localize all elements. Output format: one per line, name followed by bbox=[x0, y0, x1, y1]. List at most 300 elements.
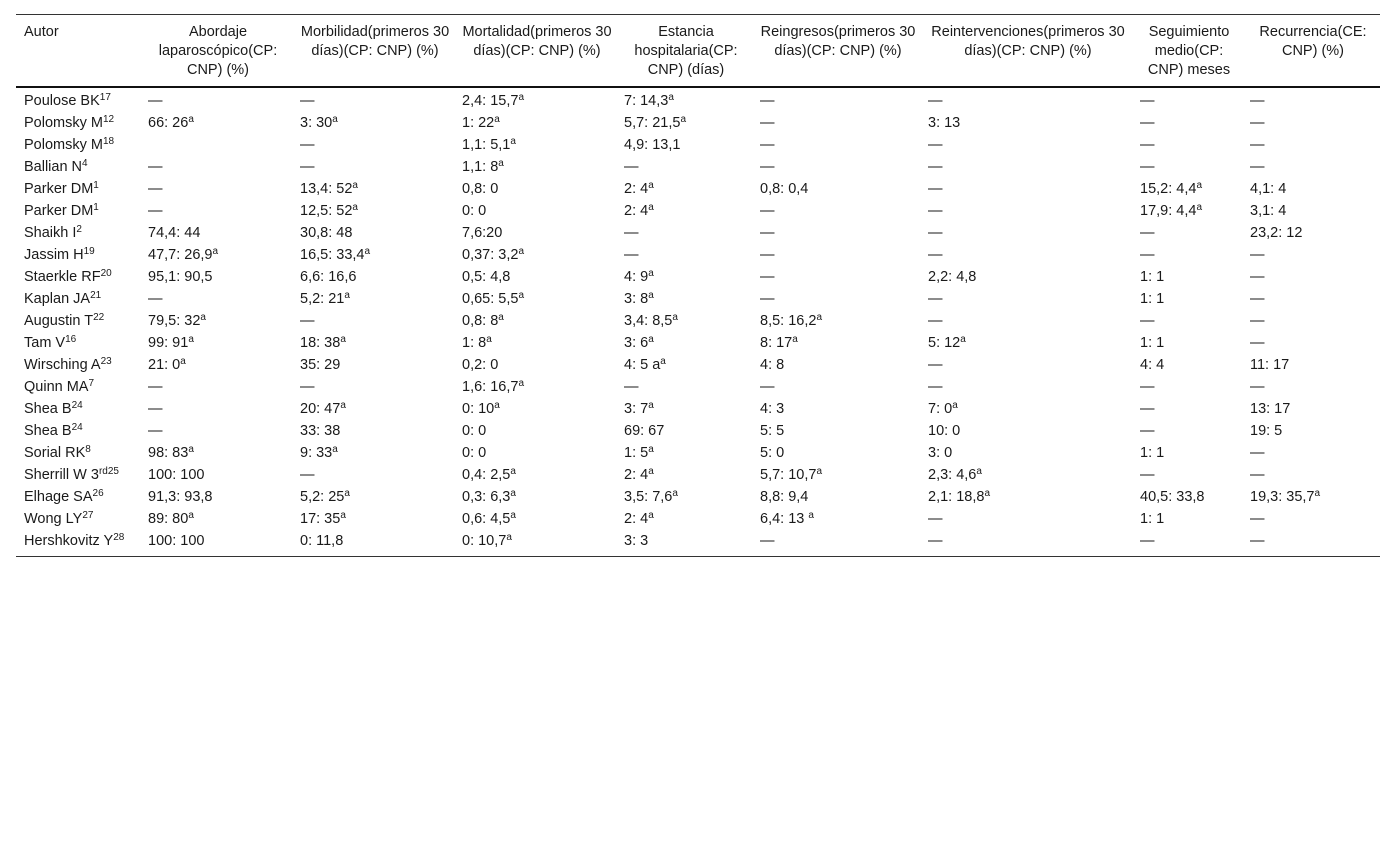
data-cell bbox=[292, 398, 454, 420]
reference-superscript: 8 bbox=[85, 444, 91, 455]
cell-text: — bbox=[760, 159, 775, 175]
cell-text: 3: 3 bbox=[624, 533, 649, 549]
data-cell bbox=[616, 134, 752, 156]
data-cell bbox=[1242, 266, 1380, 288]
cell-text: 0: 10 bbox=[462, 401, 495, 417]
cell-text: 13,4: 52 bbox=[300, 181, 353, 197]
data-cell bbox=[140, 508, 292, 530]
data-cell bbox=[1242, 310, 1380, 332]
cell-text: — bbox=[760, 225, 775, 241]
data-cell bbox=[454, 376, 616, 398]
cell-text: 17,9: 4,4 bbox=[1140, 203, 1197, 219]
data-cell bbox=[920, 87, 1132, 112]
data-cell bbox=[752, 486, 920, 508]
cell-text: — bbox=[148, 401, 163, 417]
data-cell bbox=[454, 420, 616, 442]
footnote-superscript: a bbox=[364, 246, 371, 257]
header-abordaje: Abordaje laparoscópico(CP: CNP) (%) bbox=[158, 24, 278, 78]
table-container bbox=[16, 14, 1380, 557]
table-row bbox=[16, 464, 1380, 486]
cell-text: 2,3: 4,6 bbox=[928, 467, 977, 483]
cell-text: 1: 1 bbox=[1140, 335, 1165, 351]
author-cell bbox=[16, 530, 140, 557]
cell-text: 0: 0 bbox=[462, 203, 487, 219]
author-cell bbox=[16, 486, 140, 508]
data-cell bbox=[454, 464, 616, 486]
cell-text: — bbox=[624, 379, 639, 395]
data-cell bbox=[1242, 134, 1380, 156]
table-row bbox=[16, 398, 1380, 420]
author-cell bbox=[16, 376, 140, 398]
cell-text: 3: 13 bbox=[928, 115, 961, 131]
footnote-superscript: a bbox=[188, 114, 194, 125]
data-cell bbox=[752, 508, 920, 530]
footnote-superscript: a bbox=[188, 334, 194, 345]
cell-text: — bbox=[1250, 269, 1265, 285]
author-cell bbox=[16, 200, 140, 222]
data-cell bbox=[1242, 222, 1380, 244]
data-cell bbox=[454, 266, 616, 288]
header-morbilidad: Morbilidad(primeros 30 días)(CP: CNP) (%) bbox=[300, 24, 450, 59]
cell-text: — bbox=[1140, 423, 1155, 439]
cell-text: — bbox=[928, 357, 943, 373]
cell-text: Wirsching A bbox=[24, 357, 101, 373]
data-cell bbox=[140, 442, 292, 464]
reference-superscript: 22 bbox=[93, 312, 105, 323]
data-cell bbox=[920, 178, 1132, 200]
data-cell bbox=[292, 486, 454, 508]
footnote-superscript: a bbox=[648, 334, 654, 345]
data-cell bbox=[616, 288, 752, 310]
data-cell bbox=[920, 310, 1132, 332]
data-cell bbox=[920, 156, 1132, 178]
table-row bbox=[16, 87, 1380, 112]
cell-text: 0,4: 2,5 bbox=[462, 467, 511, 483]
cell-text: — bbox=[760, 533, 775, 549]
cell-text: 79,5: 32 bbox=[148, 313, 201, 329]
cell-text: 3,1: 4 bbox=[1250, 203, 1287, 219]
cell-text: 5: 12 bbox=[928, 335, 961, 351]
data-cell bbox=[1242, 87, 1380, 112]
data-cell bbox=[140, 288, 292, 310]
footnote-superscript: a bbox=[808, 510, 814, 521]
footnote-superscript: a bbox=[332, 444, 338, 455]
cell-text: — bbox=[624, 225, 639, 241]
cell-text: 12,5: 52 bbox=[300, 203, 353, 219]
data-cell bbox=[920, 530, 1132, 557]
data-cell bbox=[454, 486, 616, 508]
data-cell bbox=[752, 87, 920, 112]
footnote-superscript: a bbox=[510, 136, 516, 147]
cell-text: — bbox=[928, 511, 943, 527]
cell-text: 0,6: 4,5 bbox=[462, 511, 511, 527]
table-row bbox=[16, 178, 1380, 200]
cell-text: — bbox=[928, 247, 943, 263]
cell-text: 7: 0 bbox=[928, 401, 953, 417]
cell-text: 1,1: 8 bbox=[462, 159, 499, 175]
cell-text: 100: 100 bbox=[148, 533, 205, 549]
reference-superscript: 1 bbox=[93, 180, 99, 191]
footnote-superscript: a bbox=[1196, 180, 1202, 191]
cell-text: 1: 1 bbox=[1140, 269, 1165, 285]
data-cell bbox=[292, 530, 454, 557]
data-cell bbox=[140, 332, 292, 354]
footnote-superscript: a bbox=[648, 202, 654, 213]
footnote-superscript: a bbox=[792, 334, 798, 345]
footnote-superscript: a bbox=[340, 334, 346, 345]
data-cell bbox=[920, 464, 1132, 486]
footnote-superscript: a bbox=[648, 290, 654, 301]
reference-superscript: 24 bbox=[71, 400, 83, 411]
data-cell bbox=[292, 156, 454, 178]
footnote-superscript: a bbox=[486, 334, 492, 345]
author-cell bbox=[16, 442, 140, 464]
data-cell bbox=[752, 156, 920, 178]
cell-text: — bbox=[1250, 115, 1265, 131]
data-cell bbox=[1242, 178, 1380, 200]
data-cell bbox=[1242, 530, 1380, 557]
data-cell bbox=[616, 200, 752, 222]
cell-text: 47,7: 26,9 bbox=[148, 247, 213, 263]
footnote-superscript: a bbox=[518, 92, 524, 103]
cell-text: 95,1: 90,5 bbox=[148, 269, 213, 285]
cell-text: 5,2: 21 bbox=[300, 291, 345, 307]
cell-text: Jassim H bbox=[24, 247, 84, 263]
table-row bbox=[16, 222, 1380, 244]
cell-text: — bbox=[928, 533, 943, 549]
data-cell bbox=[1132, 376, 1242, 398]
data-cell bbox=[1132, 112, 1242, 134]
cell-text: — bbox=[1140, 225, 1155, 241]
cell-text: Shaikh I bbox=[24, 225, 77, 241]
data-cell bbox=[292, 222, 454, 244]
footnote-superscript: a bbox=[1314, 488, 1321, 499]
cell-text: 21: 0 bbox=[148, 357, 181, 373]
data-cell bbox=[454, 222, 616, 244]
author-cell bbox=[16, 354, 140, 376]
footnote-superscript: a bbox=[498, 312, 504, 323]
data-cell bbox=[752, 530, 920, 557]
reference-superscript: 19 bbox=[83, 246, 95, 257]
cell-text: Polomsky M bbox=[24, 115, 103, 131]
cell-text: — bbox=[928, 159, 943, 175]
cell-text: 0,3: 6,3 bbox=[462, 489, 511, 505]
cell-text: — bbox=[300, 467, 315, 483]
footnote-superscript: a bbox=[648, 510, 654, 521]
cell-text: Tam V bbox=[24, 335, 66, 351]
reference-superscript: 1 bbox=[93, 202, 99, 213]
footnote-superscript: a bbox=[672, 488, 678, 499]
cell-text: 4,9: 13,1 bbox=[624, 137, 681, 153]
data-cell bbox=[616, 87, 752, 112]
data-cell bbox=[920, 398, 1132, 420]
cell-text: 1,6: 16,7 bbox=[462, 379, 519, 395]
reference-superscript: 20 bbox=[100, 268, 112, 279]
cell-text: 35: 29 bbox=[300, 357, 341, 373]
data-cell bbox=[1242, 200, 1380, 222]
data-cell bbox=[454, 156, 616, 178]
reference-superscript: 2 bbox=[76, 224, 82, 235]
data-cell bbox=[140, 244, 292, 266]
cell-text: — bbox=[928, 137, 943, 153]
footnote-superscript: a bbox=[340, 510, 346, 521]
data-cell bbox=[292, 464, 454, 486]
table-row bbox=[16, 486, 1380, 508]
cell-text: 7,6:20 bbox=[462, 225, 503, 241]
cell-text: — bbox=[1140, 159, 1155, 175]
author-cell bbox=[16, 178, 140, 200]
footnote-superscript: a bbox=[498, 158, 504, 169]
cell-text: 2: 4 bbox=[624, 181, 649, 197]
footnote-superscript: a bbox=[188, 510, 194, 521]
data-cell bbox=[140, 420, 292, 442]
cell-text: — bbox=[300, 159, 315, 175]
footnote-superscript: a bbox=[510, 466, 516, 477]
data-cell bbox=[616, 420, 752, 442]
cell-text: — bbox=[148, 379, 163, 395]
data-cell bbox=[616, 376, 752, 398]
cell-text: 4,1: 4 bbox=[1250, 181, 1287, 197]
cell-text: 30,8: 48 bbox=[300, 225, 353, 241]
data-cell bbox=[140, 156, 292, 178]
data-cell bbox=[1242, 486, 1380, 508]
data-cell bbox=[920, 508, 1132, 530]
header-row bbox=[16, 15, 1380, 88]
data-cell bbox=[454, 134, 616, 156]
data-cell bbox=[454, 398, 616, 420]
data-cell bbox=[920, 420, 1132, 442]
author-cell bbox=[16, 222, 140, 244]
table-header bbox=[16, 15, 1380, 88]
cell-text: — bbox=[1250, 467, 1265, 483]
cell-text: 1: 1 bbox=[1140, 291, 1165, 307]
cell-text: — bbox=[1250, 137, 1265, 153]
data-cell bbox=[1132, 530, 1242, 557]
data-cell bbox=[292, 244, 454, 266]
cell-text: 5: 0 bbox=[760, 445, 785, 461]
cell-text: — bbox=[148, 181, 163, 197]
footnote-superscript: a bbox=[816, 312, 822, 323]
cell-text: Polomsky M bbox=[24, 137, 103, 153]
cell-text: — bbox=[624, 247, 639, 263]
data-cell bbox=[292, 200, 454, 222]
cell-text: 0,2: 0 bbox=[462, 357, 499, 373]
data-cell bbox=[616, 464, 752, 486]
data-cell bbox=[752, 310, 920, 332]
cell-text: Staerkle RF bbox=[24, 269, 101, 285]
cell-text: 18: 38 bbox=[300, 335, 341, 351]
header-seguimiento: Seguimiento medio(CP: CNP) meses bbox=[1147, 24, 1231, 78]
data-cell bbox=[1132, 442, 1242, 464]
cell-text: — bbox=[1140, 115, 1155, 131]
cell-text: — bbox=[1140, 401, 1155, 417]
cell-text: — bbox=[1250, 159, 1265, 175]
reference-superscript: 26 bbox=[92, 488, 104, 499]
data-cell bbox=[1242, 420, 1380, 442]
cell-text: 3,5: 7,6 bbox=[624, 489, 673, 505]
data-cell bbox=[292, 134, 454, 156]
cell-text: 9: 33 bbox=[300, 445, 333, 461]
footnote-superscript: a bbox=[494, 400, 500, 411]
data-cell bbox=[454, 288, 616, 310]
cell-text: — bbox=[1250, 379, 1265, 395]
footnote-superscript: a bbox=[352, 202, 358, 213]
data-table bbox=[16, 14, 1380, 557]
cell-text: 4: 4 bbox=[1140, 357, 1165, 373]
author-cell bbox=[16, 244, 140, 266]
data-cell bbox=[920, 332, 1132, 354]
data-cell bbox=[140, 464, 292, 486]
data-cell bbox=[1132, 134, 1242, 156]
table-row bbox=[16, 420, 1380, 442]
cell-text: 17: 35 bbox=[300, 511, 341, 527]
table-row bbox=[16, 266, 1380, 288]
data-cell bbox=[1242, 112, 1380, 134]
cell-text: 5,2: 25 bbox=[300, 489, 345, 505]
data-cell bbox=[752, 266, 920, 288]
data-cell bbox=[292, 87, 454, 112]
cell-text: Poulose BK bbox=[24, 93, 100, 109]
cell-text: — bbox=[760, 291, 775, 307]
data-cell bbox=[920, 200, 1132, 222]
reference-superscript: rd25 bbox=[98, 466, 119, 477]
cell-text: 5,7: 10,7 bbox=[760, 467, 817, 483]
data-cell bbox=[1242, 464, 1380, 486]
table-row bbox=[16, 310, 1380, 332]
cell-text: 0,5: 4,8 bbox=[462, 269, 511, 285]
cell-text: 0,8: 0,4 bbox=[760, 181, 809, 197]
data-cell bbox=[616, 244, 752, 266]
data-cell bbox=[752, 244, 920, 266]
data-cell bbox=[454, 178, 616, 200]
cell-text: 6,4: 13 bbox=[760, 511, 809, 527]
cell-text: — bbox=[928, 291, 943, 307]
cell-text: — bbox=[1250, 313, 1265, 329]
cell-text: 8,5: 16,2 bbox=[760, 313, 817, 329]
cell-text: Parker DM bbox=[24, 181, 94, 197]
data-cell bbox=[752, 398, 920, 420]
cell-text: 0,37: 3,2 bbox=[462, 247, 519, 263]
cell-text: 40,5: 33,8 bbox=[1140, 489, 1205, 505]
footnote-superscript: a bbox=[212, 246, 219, 257]
cell-text: 99: 91 bbox=[148, 335, 189, 351]
data-cell bbox=[454, 508, 616, 530]
table-row bbox=[16, 354, 1380, 376]
cell-text: 6,6: 16,6 bbox=[300, 269, 357, 285]
author-cell bbox=[16, 310, 140, 332]
footnote-superscript: a bbox=[200, 312, 206, 323]
data-cell bbox=[140, 112, 292, 134]
cell-text: 0,8: 0 bbox=[462, 181, 499, 197]
cell-text: 0: 10,7 bbox=[462, 533, 507, 549]
data-cell bbox=[752, 288, 920, 310]
footnote-superscript: a bbox=[518, 290, 524, 301]
cell-text: 2: 4 bbox=[624, 203, 649, 219]
data-cell bbox=[920, 486, 1132, 508]
table-row bbox=[16, 530, 1380, 557]
reference-superscript: 28 bbox=[113, 532, 125, 543]
cell-text: — bbox=[760, 247, 775, 263]
cell-text: — bbox=[1250, 335, 1265, 351]
data-cell bbox=[1132, 288, 1242, 310]
data-cell bbox=[140, 530, 292, 557]
header-reingresos: Reingresos(primeros 30 días)(CP: CNP) (%) bbox=[760, 24, 916, 59]
cell-text: 4: 9 bbox=[624, 269, 649, 285]
cell-text: 3: 30 bbox=[300, 115, 333, 131]
cell-text: 69: 67 bbox=[624, 423, 665, 439]
author-cell bbox=[16, 87, 140, 112]
cell-text: — bbox=[300, 379, 315, 395]
data-cell bbox=[292, 508, 454, 530]
table-row bbox=[16, 244, 1380, 266]
reference-superscript: 12 bbox=[102, 114, 115, 125]
footnote-superscript: a bbox=[648, 180, 654, 191]
table-row bbox=[16, 112, 1380, 134]
data-cell bbox=[616, 112, 752, 134]
cell-text: 91,3: 93,8 bbox=[148, 489, 213, 505]
author-cell bbox=[16, 464, 140, 486]
cell-text: — bbox=[928, 313, 943, 329]
data-cell bbox=[752, 442, 920, 464]
data-cell bbox=[616, 442, 752, 464]
cell-text: 2,4: 15,7 bbox=[462, 93, 519, 109]
data-cell bbox=[292, 442, 454, 464]
cell-text: 66: 26 bbox=[148, 115, 189, 131]
cell-text: Wong LY bbox=[24, 511, 83, 527]
data-cell bbox=[752, 420, 920, 442]
data-cell bbox=[616, 310, 752, 332]
author-cell bbox=[16, 332, 140, 354]
cell-text: 3: 8 bbox=[624, 291, 649, 307]
cell-text: 3: 6 bbox=[624, 335, 649, 351]
header-reintervenciones: Reintervenciones(primeros 30 días)(CP: CNP) (%) bbox=[931, 24, 1125, 59]
data-cell bbox=[292, 288, 454, 310]
data-cell bbox=[616, 354, 752, 376]
cell-text: 0,65: 5,5 bbox=[462, 291, 519, 307]
data-cell bbox=[752, 332, 920, 354]
cell-text: 0: 0 bbox=[462, 423, 487, 439]
data-cell bbox=[616, 222, 752, 244]
cell-text: — bbox=[928, 379, 943, 395]
cell-text: — bbox=[760, 203, 775, 219]
data-cell bbox=[616, 178, 752, 200]
data-cell bbox=[920, 134, 1132, 156]
data-cell bbox=[616, 486, 752, 508]
data-cell bbox=[1242, 332, 1380, 354]
footnote-superscript: a bbox=[510, 488, 516, 499]
footnote-superscript: a bbox=[816, 466, 822, 477]
footnote-superscript: a bbox=[340, 400, 346, 411]
data-cell bbox=[1132, 178, 1242, 200]
author-cell bbox=[16, 398, 140, 420]
header-recurrencia: Recurrencia(CE: CNP) (%) bbox=[1259, 24, 1367, 59]
data-cell bbox=[1132, 244, 1242, 266]
data-cell bbox=[920, 442, 1132, 464]
cell-text: 8: 17 bbox=[760, 335, 793, 351]
cell-text: — bbox=[148, 291, 163, 307]
cell-text: 5: 5 bbox=[760, 423, 785, 439]
cell-text: 0: 11,8 bbox=[300, 533, 344, 549]
data-cell bbox=[140, 134, 292, 156]
footnote-superscript: a bbox=[952, 400, 958, 411]
reference-superscript: 21 bbox=[90, 290, 102, 301]
cell-text: 4: 3 bbox=[760, 401, 785, 417]
data-cell bbox=[616, 398, 752, 420]
cell-text: — bbox=[760, 115, 775, 131]
cell-text: — bbox=[1250, 533, 1265, 549]
cell-text: — bbox=[300, 313, 315, 329]
data-cell bbox=[140, 200, 292, 222]
